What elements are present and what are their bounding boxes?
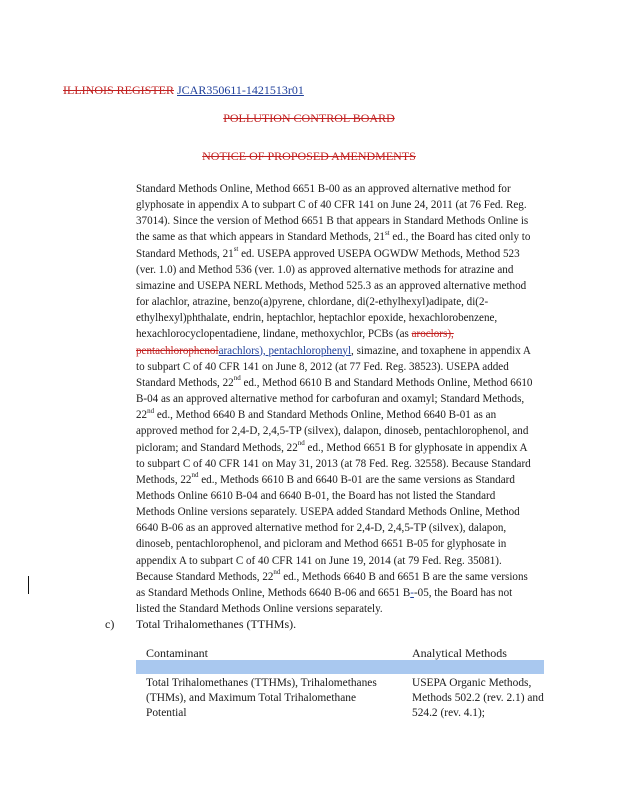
paragraph-text: ed., Methods 6610 B and 6640 B-01 are the same versions as Standard Methods Online 6610 B-04 and 6640 B-01, the Board has not listed the Standard Methods Online versions separately. USEPA added Standard Methods Online, Method 6640 B-06 as an approved alternative method for 2,4-D, 2,4,5-TP (silvex), dalapon, dinoseb, pentachlorophenol, and picloram and Method 6651 B-05 for glyphosate in appendix A to subpart C of 40 CFR 141 on June 19, 2014 (at 79 Fed. Reg. 35081). Because Standard Methods, 22 [136, 473, 520, 583]
ordinal-suffix: nd [297, 438, 305, 447]
table-header-band [136, 660, 544, 674]
deleted-text: aroclors), pentachlorophenol [136, 328, 454, 357]
paragraph-text: ed., Method 6651 B for glyphosate in appendix A to subpart C of 40 CFR 141 on May 31, 2013 (at 78 Fed. Reg. 32558). Because Standard Methods, 22 [136, 441, 531, 486]
inserted-text: pentachlorophenyl [268, 344, 352, 357]
paragraph-text: , simazine, and toxaphene in appendix A to subpart C of 40 CFR 141 on June 8, 2012 (at 77 Fed. Reg. 38523). USEPA added Standard Methods, 22 [136, 344, 531, 389]
notice-title [0, 149, 618, 164]
board-title [0, 111, 618, 126]
ordinal-suffix: nd [233, 374, 241, 383]
ordinal-suffix: st [384, 228, 390, 237]
item-title: Total Trihalomethanes (TTHMs). [136, 617, 297, 631]
inserted-text: arachlors), [218, 344, 269, 357]
table-header-contaminant: Contaminant [146, 646, 208, 660]
paragraph-text: ed. USEPA approved USEPA OGWDW Methods, Method 523 (ver. 1.0) and Method 536 (ver. 1.0) as approved alternative methods for atrazine and simazine and USEPA NERL Methods, Method 525.3 as an approved alternative method for alachlor, atrazine, benzo(a)pyrene, chlordane, di(2-ethylhexyl)adipate, di(2-ethylhexyl)phthalate, endrin, heptachlor, heptachlor epoxide, hexachlorobenzene, hexachlorocyclopentadiene, lindane, methoxychlor, PCBs (as [136, 247, 527, 341]
paragraph-text: ed., Method 6610 B and Standard Methods Online, Method 6610 B-04 as an approved alternative method for carbofuran and oxamyl; Standard Methods, 22 [136, 376, 533, 422]
table-header-methods: Analytical Methods [412, 646, 507, 660]
paragraph-text: ed., Method 6640 B and Standard Methods Online, Method 6640 B-01 as an approved method for 2,4-D, 2,4,5-TP (silvex), dalapon, dinoseb, pentachlorophenol, and picloram; and Standard Methods, 22 [136, 409, 529, 454]
notice-title-struck: NOTICE OF PROPOSED AMENDMENTS [202, 149, 416, 163]
item-label: c) [105, 617, 115, 631]
table-cell-contaminant: Total Trihalomethanes (TTHMs), Trihalomethanes (THMs), and Maximum Total Trihalomethane Potential [146, 677, 377, 719]
board-title-struck: POLLUTION CONTROL BOARD [223, 111, 395, 125]
inserted-text: - [410, 586, 414, 599]
ordinal-suffix: nd [191, 471, 199, 480]
body-paragraph [136, 181, 534, 617]
register-title-struck: ILLINOIS REGISTER [63, 83, 174, 97]
paragraph-text: ed., Methods 6640 B and 6651 B are the same versions as Standard Methods Online, Methods 6640 B-06 and 6651 B [136, 570, 528, 599]
ordinal-suffix: nd [273, 568, 281, 577]
paragraph-text: Standard Methods Online, Method 6651 B-00 as an approved alternative method for glyphosate in appendix A to subpart C of 40 CFR 141 on June 24, 2011 (at 76 Fed. Reg. 37014). Since the version of Method 6651 B that appears in Standard Methods Online is the same as that which appears in Standard Methods, 21 [136, 183, 529, 244]
paragraph-text: ed., the Board has cited only to Standard Methods, 21 [136, 231, 531, 260]
jcar-id: JCAR350611-1421513r01 [177, 83, 304, 97]
ordinal-suffix: st [233, 244, 239, 253]
ordinal-suffix: nd [147, 406, 155, 415]
paragraph-text: -05, the Board has not listed the Standard Methods Online versions separately. [136, 586, 513, 616]
table-cell-methods: USEPA Organic Methods, Methods 502.2 (rev. 2.1) and 524.2 (rev. 4.1); [412, 677, 544, 719]
change-bar [28, 576, 29, 594]
register-header [63, 83, 304, 98]
